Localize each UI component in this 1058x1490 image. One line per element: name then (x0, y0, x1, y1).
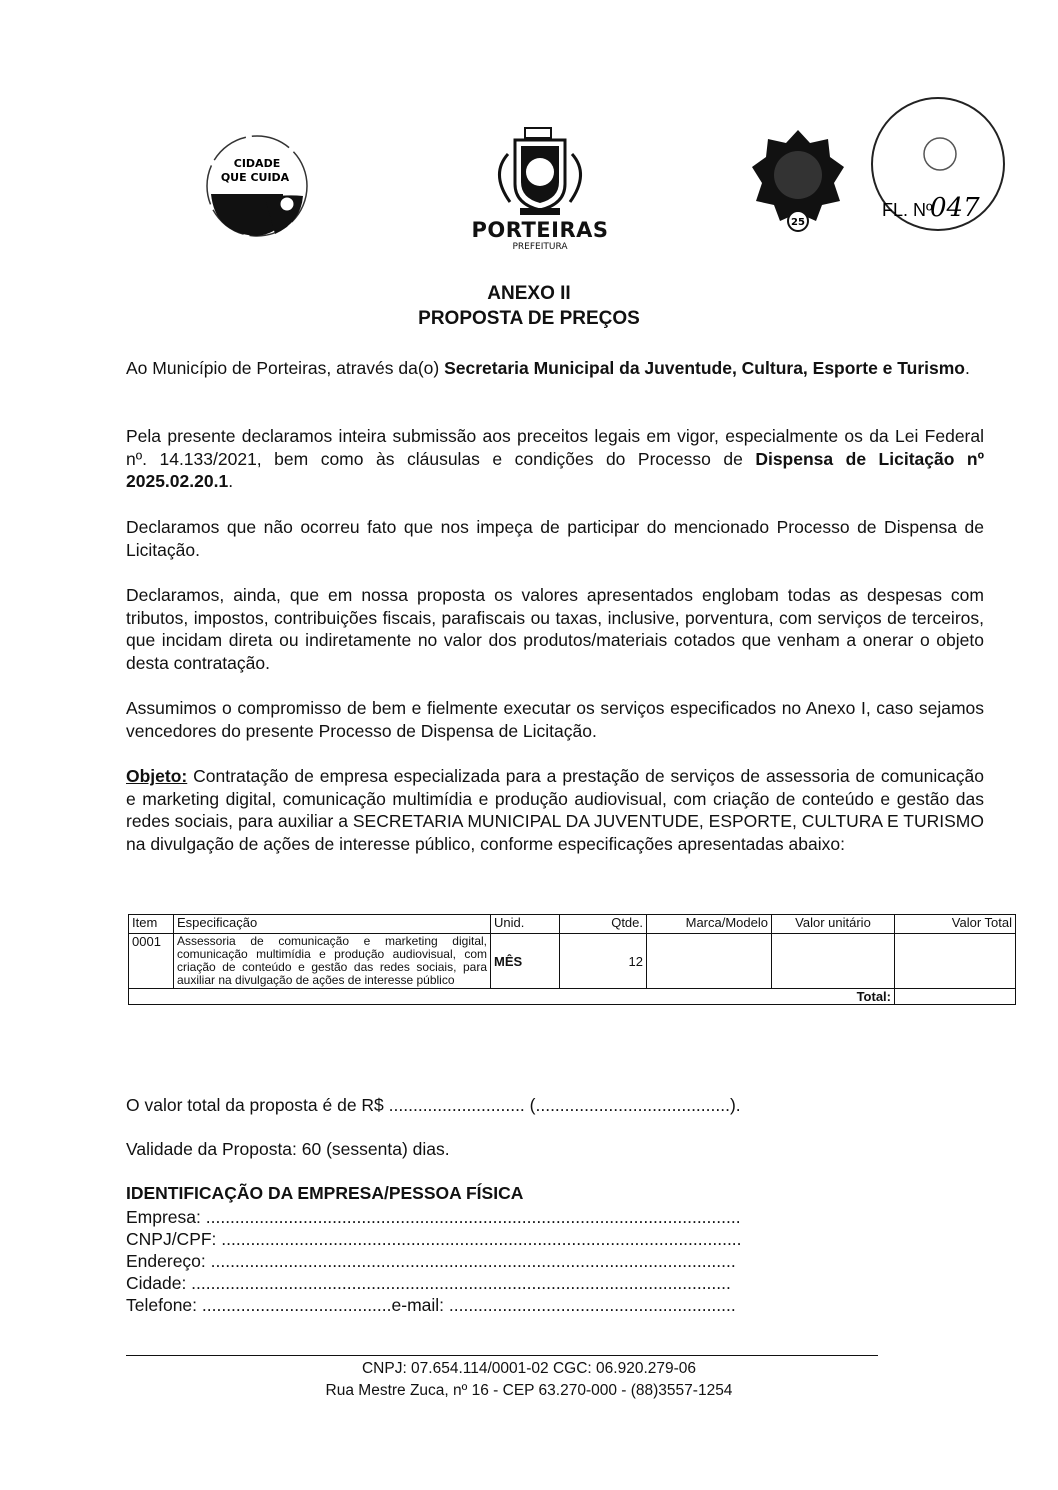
table-header-row (129, 915, 1016, 934)
submission-paragraph: Pela presente declaramos inteira submissão aos preceitos legais em vigor, especialmente os da Lei Federal nº. 14.133/2021, bem como às cláusulas e condições do Processo de Dispensa de Licitação nº 2025.02.20.1. (126, 426, 984, 491)
cell-item: 0001 (129, 934, 174, 989)
no-impediment-paragraph: Declaramos que não ocorreu fato que nos impeça de participar do mencionado Processo de Dispensa de Licitação. (126, 517, 984, 560)
costs-paragraph: Declaramos, ainda, que em nossa proposta os valores apresentados englobam todas as despesas com tributos, impostos, contribuições fiscais, parafiscais ou taxas, inclusive, porventura, com serviços de terceiros, que incidam direta ou indiretamente no valor dos produtos/materiais cotados que venham a onerar o objeto desta contratação. (126, 585, 984, 673)
price-table (128, 914, 1016, 1005)
porteiras-logo-name: PORTEIRAS (471, 218, 609, 242)
object-paragraph: Objeto: Contratação de empresa especializada para a prestação de serviços de assessoria de comunicação e marketing digital, comunicação multimídia e produção audiovisual, com criação de conteúdo e gestão das redes sociais, para auxiliar a SECRETARIA MUNICIPAL DA JUVENTUDE, ESPORTE, CULTURA E TURISMO na divulgação de ações de interesse público, conforme especificações apresentadas abaixo: (126, 766, 984, 854)
cell-spec: Assessoria de comunicação e marketing digital, comunicação multimídia e produção audiovisual, com criação de conteúdo e gestão das redes sociais, para auxiliar na divulgação de ações de interesse público (174, 934, 491, 989)
cell-unid: MÊS (491, 934, 560, 989)
proposal-title: PROPOSTA DE PREÇOS (418, 308, 640, 329)
svg-text:25: 25 (791, 217, 805, 228)
cidade-field: Cidade: ............................................................................................................... (126, 1273, 731, 1293)
svg-text:CIDADE: CIDADE (233, 157, 281, 170)
intro-paragraph: Ao Município de Porteiras, através da(o) Secretaria Municipal da Juventude, Cultura, Esporte e Turismo. (126, 358, 970, 378)
table-row (129, 934, 1016, 989)
col-header-valor-total: Valor Total (895, 915, 1016, 934)
validity-line: Validade da Proposta: 60 (sessenta) dias. (126, 1139, 450, 1159)
cell-valor-total (895, 934, 1016, 989)
cell-marca (647, 934, 772, 989)
footer-divider (126, 1355, 878, 1356)
identification-heading: IDENTIFICAÇÃO DA EMPRESA/PESSOA FÍSICA (126, 1183, 524, 1203)
anniversary-logo (748, 125, 848, 235)
table-total-row (129, 989, 1016, 1005)
svg-text:QUE CUIDA: QUE CUIDA (220, 171, 290, 184)
col-header-qtde: Qtde. (560, 915, 647, 934)
svg-text:FL. Nº: FL. Nº (882, 200, 933, 220)
page-number-stamp (860, 92, 1010, 242)
annex-title: ANEXO II (487, 283, 571, 304)
col-header-item: Item (129, 915, 174, 934)
total-value (895, 989, 1016, 1005)
col-header-spec: Especificação (174, 915, 491, 934)
col-header-marca: Marca/Modelo (647, 915, 772, 934)
total-value-line: O valor total da proposta é de R$ ............................ (........................................). (126, 1095, 741, 1115)
commitment-paragraph: Assumimos o compromisso de bem e fielmente executar os serviços especificados no Anexo I, caso sejamos vencedores do presente Processo de Dispensa de Licitação. (126, 698, 984, 741)
footer-address: Rua Mestre Zuca, nº 16 - CEP 63.270-000 - (88)3557-1254 (325, 1382, 733, 1399)
cell-qtde: 12 (560, 934, 647, 989)
empresa-field: Empresa: .............................................................................................................. (126, 1207, 741, 1227)
svg-text:047: 047 (930, 193, 980, 223)
footer-cnpj: CNPJ: 07.654.114/0001-02 CGC: 06.920.279-06 (361, 1360, 697, 1377)
col-header-valor-unit: Valor unitário (772, 915, 895, 934)
endereco-field: Endereço: ............................................................................................................ (126, 1251, 736, 1271)
cell-valor-unit (772, 934, 895, 989)
porteiras-logo-subtitle: PREFEITURA (512, 242, 568, 252)
col-header-unid: Unid. (491, 915, 560, 934)
total-label: Total: (129, 989, 895, 1005)
cnpj-field: CNPJ/CPF: ........................................................................................................... (126, 1229, 742, 1249)
telefone-email-field: Telefone: .......................................e-mail: ........................................................... (126, 1295, 736, 1315)
cidade-que-cuida-logo (205, 134, 310, 239)
